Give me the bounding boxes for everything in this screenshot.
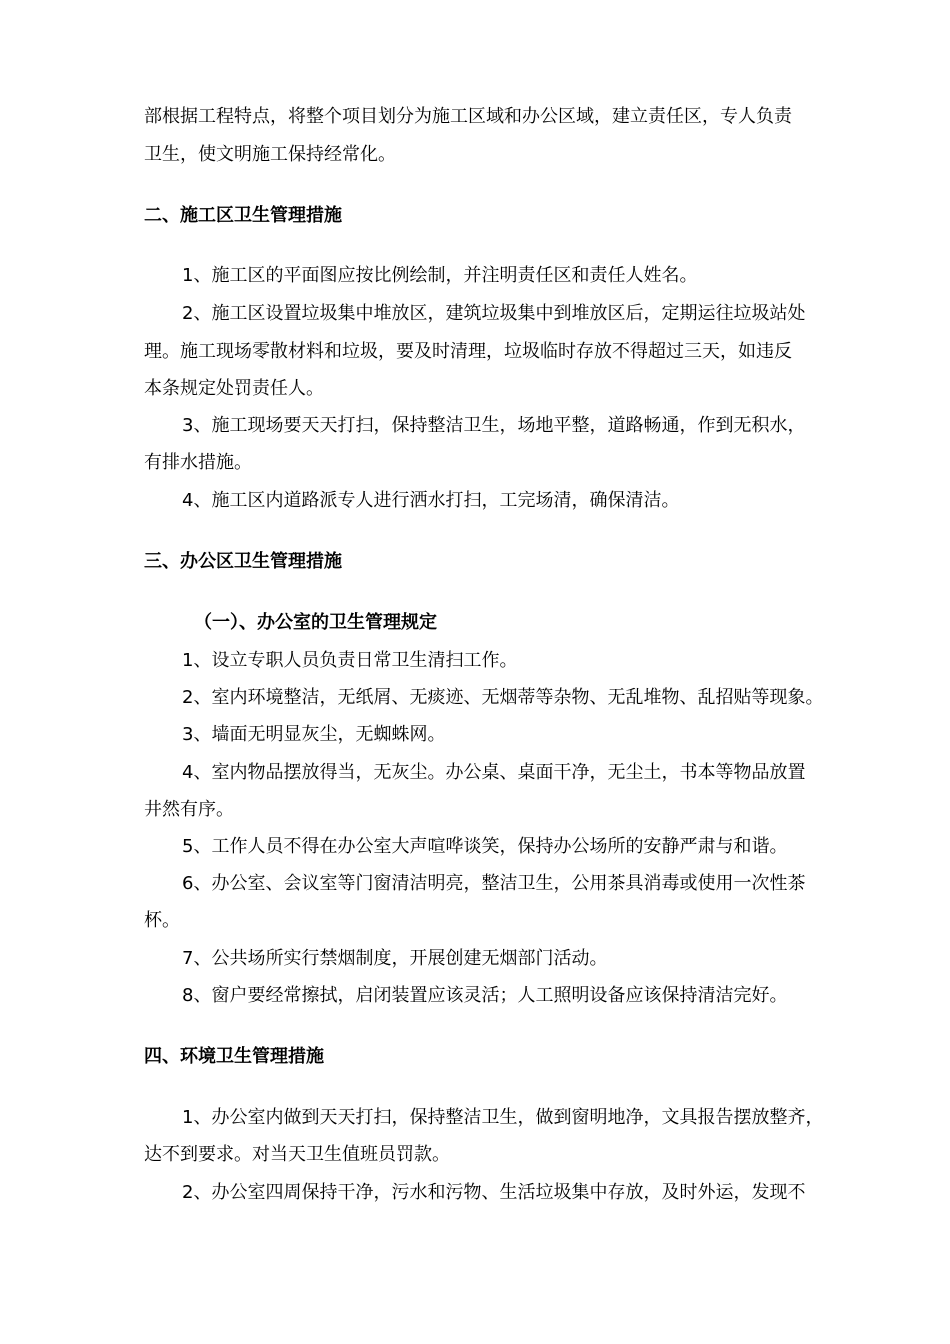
section-3-item: 7、公共场所实行禁烟制度，开展创建无烟部门活动。 <box>182 948 608 969</box>
section-3-item: 2、室内环境整洁，无纸屑、无痰迹、无烟蒂等杂物、无乱堆物、乱招贴等现象。 <box>182 687 824 708</box>
section-4-heading: 四、环境卫生管理措施 <box>144 1046 324 1067</box>
section-3-item: 4、室内物品摆放得当，无灰尘。办公桌、桌面干净，无尘土，书本等物品放置 <box>182 762 806 783</box>
section-2-item-continuation: 理。施工现场零散材料和垃圾，要及时清理，垃圾临时存放不得超过三天，如违反 <box>144 341 792 362</box>
section-3-item-continuation: 井然有序。 <box>144 799 234 820</box>
intro-line-2: 卫生，使文明施工保持经常化。 <box>144 144 396 165</box>
section-3-heading: 三、办公区卫生管理措施 <box>144 551 342 572</box>
section-2-item-continuation: 本条规定处罚责任人。 <box>144 378 324 399</box>
intro-line-1: 部根据工程特点，将整个项目划分为施工区域和办公区域，建立责任区，专人负责 <box>144 106 792 127</box>
section-3-item: 8、窗户要经常擦拭，启闭装置应该灵活；人工照明设备应该保持清洁完好。 <box>182 985 788 1006</box>
section-2-item-continuation: 有排水措施。 <box>144 452 252 473</box>
section-4-item-continuation: 达不到要求。对当天卫生值班员罚款。 <box>144 1144 450 1165</box>
section-2-item: 1、施工区的平面图应按比例绘制，并注明责任区和责任人姓名。 <box>182 265 698 286</box>
section-3-item-continuation: 杯。 <box>144 910 180 931</box>
section-4-item: 2、办公室四周保持干净，污水和污物、生活垃圾集中存放，及时外运，发现不 <box>182 1182 806 1203</box>
section-4-item: 1、办公室内做到天天打扫，保持整洁卫生，做到窗明地净，文具报告摆放整齐， <box>182 1107 824 1128</box>
section-2-item: 2、施工区设置垃圾集中堆放区，建筑垃圾集中到堆放区后，定期运往垃圾站处 <box>182 303 806 324</box>
section-2-item: 3、施工现场要天天打扫，保持整洁卫生，场地平整，道路畅通，作到无积水， <box>182 415 806 436</box>
section-2-item: 4、施工区内道路派专人进行洒水打扫，工完场清，确保清洁。 <box>182 490 680 511</box>
section-3-item: 1、设立专职人员负责日常卫生清扫工作。 <box>182 650 518 671</box>
section-3-item: 3、墙面无明显灰尘，无蜘蛛网。 <box>182 724 446 745</box>
section-3-item: 5、工作人员不得在办公室大声喧哗谈笑，保持办公场所的安静严肃与和谐。 <box>182 836 788 857</box>
section-3-subheading: （一）、办公室的卫生管理规定 <box>194 612 437 633</box>
section-2-heading: 二、施工区卫生管理措施 <box>144 205 342 226</box>
section-3-item: 6、办公室、会议室等门窗清洁明亮，整洁卫生，公用茶具消毒或使用一次性茶 <box>182 873 806 894</box>
